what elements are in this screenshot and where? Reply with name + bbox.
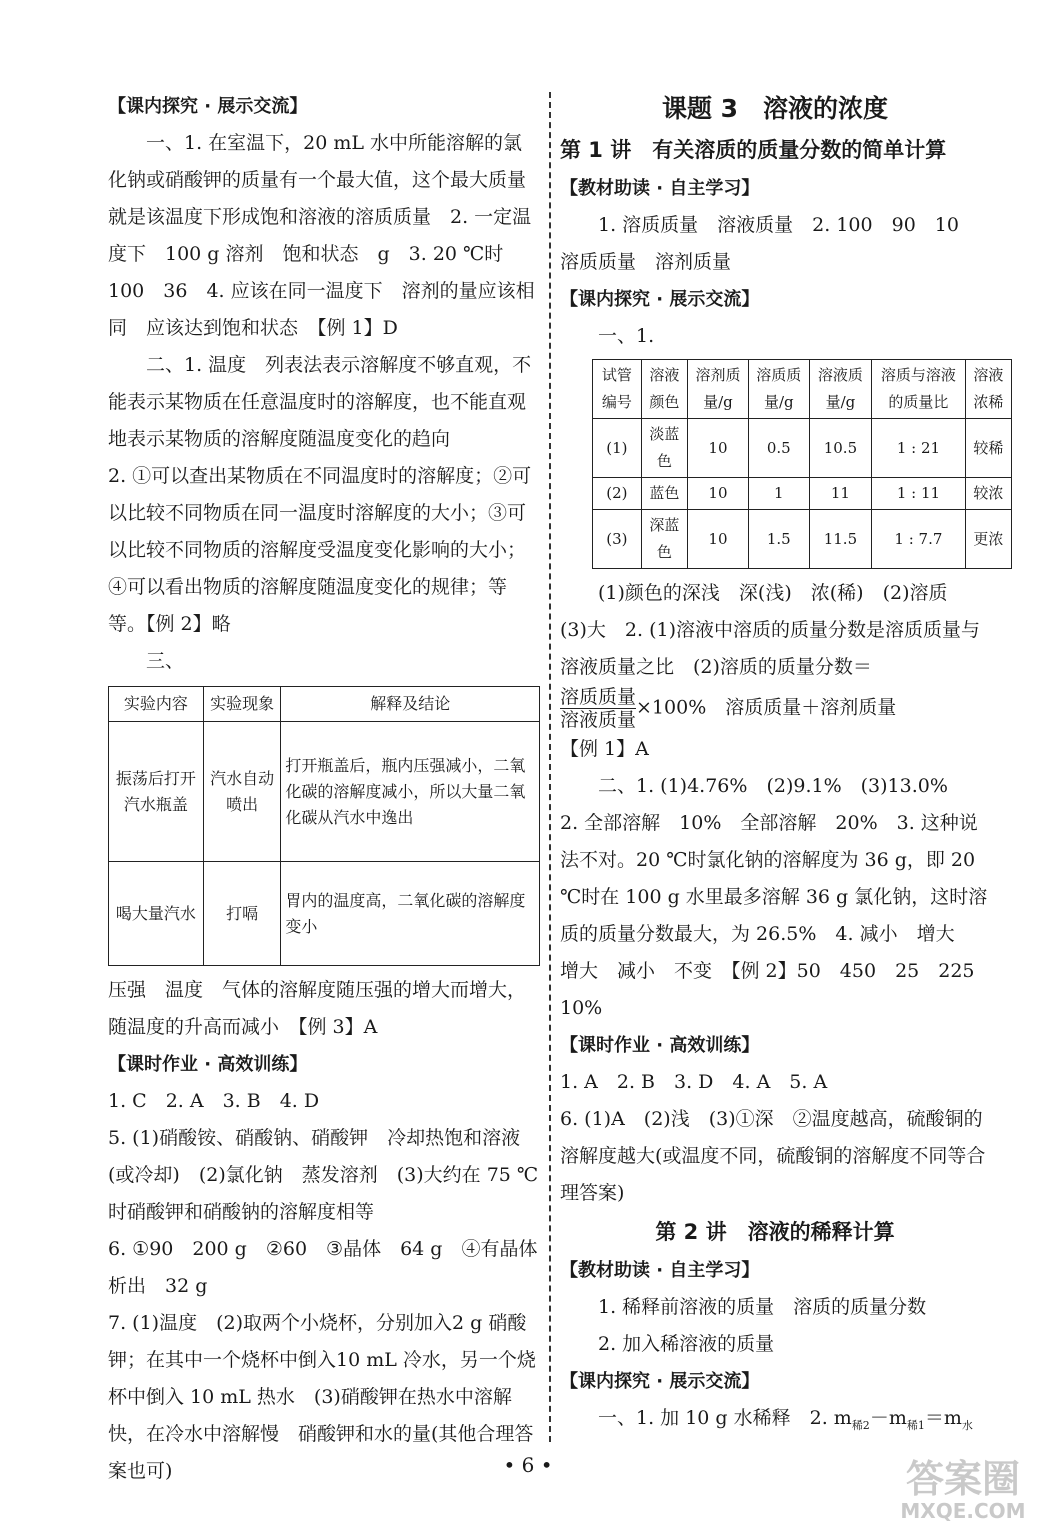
answer-paragraph [560,1400,990,1444]
section-header: 【课时作业 · 高效训练】 [560,1035,760,1056]
answer-paragraph: 1. 溶质质量 溶液质量 2. 100 90 10 溶质质量 溶剂质量 [560,214,978,273]
table-cell: 振荡后打开汽水瓶盖 [109,722,204,862]
table-cell: 更浓 [965,510,1011,569]
table-cell: (3) [593,510,642,569]
lecture-title: 第 1 讲 有关溶质的质量分数的简单计算 [560,138,947,162]
table-cell: 打开瓶盖后，瓶内压强减小，二氧化碳的溶解度减小，所以大量二氧化碳从汽水中逸出 [281,722,540,862]
table-row [593,510,1012,569]
watermark-text: 答案圈 [905,1457,1020,1501]
fraction-denominator: 溶液质量 [560,709,637,731]
answer-paragraph: 1. A 2. B 3. D 4. A 5. A [560,1071,828,1093]
answer-text: 一、1. 加 10 g 水稀释 2. m [598,1407,852,1429]
table-cell: 喝大量汽水 [109,862,204,966]
table-cell: 胃内的温度高，二氧化碳的溶解度变小 [281,862,540,966]
subscript: 水 [961,1418,973,1432]
section-header: 【教材助读 · 自主学习】 [560,1260,760,1281]
answer-paragraph: 压强 温度 气体的溶解度随压强的增大而增大，随温度的升高而减小 【例 3】A [108,979,527,1038]
watermark [888,1458,1038,1528]
formula-line [560,686,990,731]
table-cell: 较稀 [965,419,1011,478]
section-header: 【课内探究 · 展示交流】 [108,96,308,117]
solution-table [592,359,1012,569]
answer-paragraph: 一、1. 在室温下，20 mL 水中所能溶解的氯化钠或硝酸钾的质量有一个最大值，这个最大质量就是该温度下形成饱和溶液的溶质质量 2. 一定温度下 100 g 溶剂 饱和状态 g 3. 20 ℃时 100 36 4. 应该在同一温度下 溶剂的量应该相同 应该达到饱和状态 【例 1】D [108,132,535,339]
experiment-table [108,686,540,966]
table-row [109,862,540,966]
lecture-title: 第 2 讲 溶液的稀释计算 [655,1220,895,1244]
answer-paragraph: 6. (1)A (2)浅 (3)①深 ②温度越高，硫酸铜的溶解度越大(或温度不同，硫酸铜的溶解度不同等合理答案) [560,1108,986,1204]
section-header: 【课内探究 · 展示交流】 [560,1371,760,1392]
section-header: 【课内探究 · 展示交流】 [560,289,760,310]
fraction [560,686,636,731]
answer-paragraph: 二、1. (1)4.76% (2)9.1% (3)13.0% [598,775,948,797]
section-header: 【课时作业 · 高效训练】 [108,1054,308,1075]
table-row [109,722,540,862]
answer-paragraph: 2. 加入稀溶液的质量 [598,1333,775,1355]
table-cell: 0.5 [748,419,809,478]
answer-paragraph: (1)颜色的深浅 深(浅) 浓(稀) (2)溶质 (3)大 2. (1)溶液中溶质的质量分数是溶质质量与溶液质量之比 (2)溶质的质量分数＝ [560,582,980,678]
answer-paragraph: 二、1. 温度 列表法表示溶解度不够直观，不能表示某物质在任意温度时的溶解度，也不能直观地表示某物质的溶解度随温度变化的趋向 [108,354,532,450]
answer-paragraph: 2. 全部溶解 10% 全部溶解 20% 3. 这种说法不对。20 ℃时氯化钠的溶解度为 36 g，即 20 ℃时在 100 g 水里最多溶解 36 g 氯化钠，这时溶质的质量分数最大，为 26.5% 4. 减小 增大 增大 减小 不变 【例 2】50 450 25 225 10% [560,812,994,1019]
formula-tail: ×100% 溶质质量＋溶剂质量 [636,696,897,719]
table-header: 实验现象 [203,687,281,722]
answer-paragraph: 1. C 2. A 3. B 4. D [108,1090,320,1112]
table-cell: (2) [593,478,642,510]
table-cell: 10.5 [809,419,871,478]
right-column [560,88,1004,1444]
page-number: • 6 • [503,1453,553,1477]
table-cell: 汽水自动喷出 [203,722,281,862]
table-header: 溶质与溶液的质量比 [872,360,966,419]
answer-paragraph: 6. ①90 200 g ②60 ③晶体 64 g ④有晶体析出 32 g [108,1238,538,1297]
table-header: 试管编号 [593,360,642,419]
subscript: 稀1 [906,1418,925,1432]
table-cell: 1 : 7.7 [872,510,966,569]
table-header: 溶液质量/g [809,360,871,419]
answer-paragraph: 5. (1)硝酸铵、硝酸钠、硝酸钾 冷却热饱和溶液(或冷却) (2)氯化钠 蒸发溶剂 (3)大约在 75 ℃时硝酸钾和硝酸钠的溶解度相等 [108,1127,539,1223]
table-header: 溶剂质量/g [688,360,749,419]
answer-paragraph: 2. ①可以查出某物质在不同温度时的溶解度；②可以比较不同物质在同一温度时溶解度的大小；③可以比较不同物质的溶解度受温度变化影响的大小；④可以看出物质的溶解度随温度变化的规律；等等。【例 2】略 [108,465,532,635]
table-cell: 打嗝 [203,862,281,966]
table-cell: 1.5 [748,510,809,569]
watermark-url: MXQE.COM [900,1499,1026,1523]
subscript: 稀2 [851,1418,870,1432]
table-cell: 1 : 21 [872,419,966,478]
table-cell: 11 [809,478,871,510]
table-cell: 10 [688,419,749,478]
table-cell: 深蓝色 [641,510,687,569]
table-header: 实验内容 [109,687,204,722]
table-header: 溶液颜色 [641,360,687,419]
table-cell: 较浓 [965,478,1011,510]
answer-paragraph: 一、1. [598,325,655,347]
table-cell: 1 : 11 [872,478,966,510]
table-header: 溶质质量/g [748,360,809,419]
table-cell: 10 [688,510,749,569]
table-row [593,419,1012,478]
table-cell: 淡蓝色 [641,419,687,478]
fraction-numerator: 溶质质量 [560,686,637,708]
answer-text: ＝m [924,1407,962,1429]
left-column [108,88,540,1490]
table-cell: 1 [748,478,809,510]
answer-paragraph: 1. 稀释前溶液的质量 溶质的质量分数 [598,1296,927,1318]
table-cell: 11.5 [809,510,871,569]
example-answer: 【例 1】A [560,738,649,760]
table-header: 溶液浓稀 [965,360,1011,419]
answer-paragraph: 7. (1)温度 (2)取两个小烧杯，分别加入2 g 硝酸钾；在其中一个烧杯中倒入10 mL 冷水，另一个烧杯中倒入 10 mL 热水 (3)硝酸钾在热水中溶解快，在冷水中溶解慢 硝酸钾和水的量(其他合理答案也可) [108,1312,536,1482]
topic-title: 课题 3 溶液的浓度 [661,94,889,123]
section-header: 【教材助读 · 自主学习】 [560,178,760,199]
table-header: 解释及结论 [281,687,540,722]
column-divider [549,92,551,1442]
table-cell: 蓝色 [641,478,687,510]
table-cell: 10 [688,478,749,510]
table-cell: (1) [593,419,642,478]
table-row [593,478,1012,510]
answer-paragraph: 三、 [146,650,185,672]
answer-text: －m [869,1407,907,1429]
